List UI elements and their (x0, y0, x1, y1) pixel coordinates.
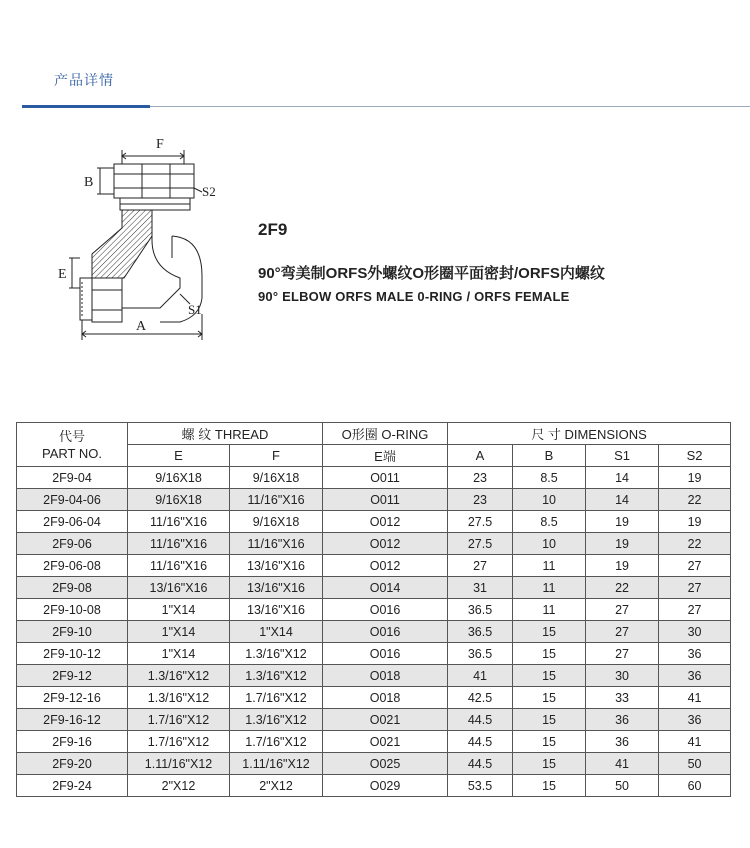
cell-s1: 41 (586, 753, 659, 775)
cell-thread-f: 11/16"X16 (230, 533, 323, 555)
cell-b: 11 (513, 555, 586, 577)
table-row (17, 467, 731, 489)
cell-s2: 19 (659, 511, 731, 533)
cell-oring: O016 (323, 643, 448, 665)
cell-part-no: 2F9-12-16 (17, 687, 128, 709)
header-oring: O形圈 O-RING (323, 423, 448, 445)
cell-thread-e: 1"X14 (128, 599, 230, 621)
cell-b: 15 (513, 643, 586, 665)
cell-thread-e: 1.3/16"X12 (128, 665, 230, 687)
dim-label-f: F (156, 137, 164, 152)
cell-s2: 22 (659, 489, 731, 511)
header-s2: S2 (659, 445, 731, 467)
cell-oring: O021 (323, 731, 448, 753)
table-row (17, 489, 731, 511)
cell-thread-e: 9/16X18 (128, 489, 230, 511)
cell-part-no: 2F9-04 (17, 467, 128, 489)
table-row (17, 775, 731, 797)
cell-s2: 60 (659, 775, 731, 797)
table-row (17, 555, 731, 577)
cell-s2: 27 (659, 555, 731, 577)
dim-label-a: A (136, 319, 147, 334)
cell-b: 11 (513, 599, 586, 621)
cell-s1: 19 (586, 511, 659, 533)
spec-table-body (17, 467, 731, 797)
table-row (17, 731, 731, 753)
cell-thread-f: 11/16"X16 (230, 489, 323, 511)
cell-s1: 14 (586, 489, 659, 511)
cell-part-no: 2F9-08 (17, 577, 128, 599)
cell-part-no: 2F9-06-08 (17, 555, 128, 577)
dim-label-s2: S2 (202, 184, 216, 199)
cell-part-no: 2F9-20 (17, 753, 128, 775)
header-dimensions: 尺 寸 DIMENSIONS (448, 423, 731, 445)
cell-oring: O012 (323, 555, 448, 577)
cell-s1: 19 (586, 555, 659, 577)
cell-s2: 19 (659, 467, 731, 489)
cell-part-no: 2F9-16 (17, 731, 128, 753)
cell-thread-e: 11/16"X16 (128, 511, 230, 533)
cell-a: 27 (448, 555, 513, 577)
cell-oring: O018 (323, 687, 448, 709)
table-row (17, 511, 731, 533)
cell-oring: O011 (323, 489, 448, 511)
header-a: A (448, 445, 513, 467)
header-part-en: PART NO. (42, 445, 102, 461)
cell-s2: 27 (659, 599, 731, 621)
cell-a: 31 (448, 577, 513, 599)
cell-a: 44.5 (448, 753, 513, 775)
table-row (17, 599, 731, 621)
cell-a: 23 (448, 489, 513, 511)
cell-thread-f: 1.3/16"X12 (230, 709, 323, 731)
cell-s2: 36 (659, 709, 731, 731)
cell-part-no: 2F9-10-08 (17, 599, 128, 621)
cell-b: 15 (513, 753, 586, 775)
product-name-en: 90° ELBOW ORFS MALE 0-RING / ORFS FEMALE (258, 289, 570, 304)
product-code: 2F9 (258, 220, 288, 239)
cell-thread-f: 1.3/16"X12 (230, 665, 323, 687)
cell-oring: O025 (323, 753, 448, 775)
cell-s2: 36 (659, 643, 731, 665)
cell-b: 8.5 (513, 511, 586, 533)
cell-part-no: 2F9-06-04 (17, 511, 128, 533)
cell-a: 41 (448, 665, 513, 687)
dim-label-s1: S1 (188, 302, 202, 317)
table-row (17, 577, 731, 599)
cell-b: 8.5 (513, 467, 586, 489)
cell-s1: 27 (586, 599, 659, 621)
cell-thread-f: 13/16"X16 (230, 577, 323, 599)
cell-thread-e: 1"X14 (128, 621, 230, 643)
table-row (17, 643, 731, 665)
cell-a: 36.5 (448, 621, 513, 643)
table-row (17, 753, 731, 775)
table-row (17, 687, 731, 709)
cell-thread-f: 13/16"X16 (230, 555, 323, 577)
cell-s1: 14 (586, 467, 659, 489)
cell-s2: 36 (659, 665, 731, 687)
cell-oring: O018 (323, 665, 448, 687)
cell-part-no: 2F9-10-12 (17, 643, 128, 665)
header-s1: S1 (586, 445, 659, 467)
cell-thread-e: 9/16X18 (128, 467, 230, 489)
table-row (17, 533, 731, 555)
cell-s1: 27 (586, 643, 659, 665)
cell-b: 10 (513, 533, 586, 555)
cell-b: 15 (513, 665, 586, 687)
cell-b: 15 (513, 687, 586, 709)
cell-thread-f: 2"X12 (230, 775, 323, 797)
cell-thread-e: 1"X14 (128, 643, 230, 665)
cell-thread-f: 1.7/16"X12 (230, 731, 323, 753)
cell-oring: O016 (323, 599, 448, 621)
cell-part-no: 2F9-12 (17, 665, 128, 687)
header-thread: 螺 纹 THREAD (128, 423, 323, 445)
cell-a: 53.5 (448, 775, 513, 797)
cell-thread-f: 9/16X18 (230, 467, 323, 489)
cell-thread-e: 1.11/16"X12 (128, 753, 230, 775)
tab-product-details[interactable]: 产品详情 (54, 72, 114, 88)
cell-a: 27.5 (448, 533, 513, 555)
cell-s2: 50 (659, 753, 731, 775)
table-row (17, 665, 731, 687)
cell-a: 27.5 (448, 511, 513, 533)
cell-s1: 30 (586, 665, 659, 687)
cell-s2: 22 (659, 533, 731, 555)
elbow-fitting-drawing (52, 128, 227, 343)
cell-s2: 27 (659, 577, 731, 599)
cell-a: 36.5 (448, 599, 513, 621)
product-name-cn: 90°弯美制ORFS外螺纹O形圈平面密封/ORFS内螺纹 (258, 265, 605, 282)
cell-b: 15 (513, 621, 586, 643)
cell-part-no: 2F9-16-12 (17, 709, 128, 731)
table-row (17, 709, 731, 731)
header-e-end: E端 (323, 445, 448, 467)
cell-b: 15 (513, 775, 586, 797)
cell-oring: O011 (323, 467, 448, 489)
product-details-tabbar (22, 58, 750, 108)
cell-thread-e: 11/16"X16 (128, 533, 230, 555)
cell-b: 15 (513, 709, 586, 731)
cell-thread-e: 11/16"X16 (128, 555, 230, 577)
cell-s1: 36 (586, 731, 659, 753)
cell-s1: 27 (586, 621, 659, 643)
cell-thread-f: 13/16"X16 (230, 599, 323, 621)
cell-thread-f: 1.7/16"X12 (230, 687, 323, 709)
spec-table (16, 422, 731, 797)
cell-a: 44.5 (448, 731, 513, 753)
dim-label-e: E (58, 267, 67, 282)
cell-oring: O012 (323, 533, 448, 555)
header-b: B (513, 445, 586, 467)
tab-active-indicator (22, 105, 150, 108)
cell-a: 42.5 (448, 687, 513, 709)
header-e: E (128, 445, 230, 467)
cell-a: 23 (448, 467, 513, 489)
cell-oring: O016 (323, 621, 448, 643)
cell-thread-f: 9/16X18 (230, 511, 323, 533)
cell-thread-e: 1.3/16"X12 (128, 687, 230, 709)
cell-oring: O021 (323, 709, 448, 731)
cell-s1: 22 (586, 577, 659, 599)
cell-b: 11 (513, 577, 586, 599)
dim-label-b: B (84, 175, 94, 190)
cell-b: 10 (513, 489, 586, 511)
cell-thread-e: 2"X12 (128, 775, 230, 797)
header-part-no (17, 423, 128, 467)
cell-part-no: 2F9-04-06 (17, 489, 128, 511)
header-f: F (230, 445, 323, 467)
cell-thread-e: 13/16"X16 (128, 577, 230, 599)
cell-part-no: 2F9-06 (17, 533, 128, 555)
cell-oring: O029 (323, 775, 448, 797)
cell-b: 15 (513, 731, 586, 753)
cell-thread-e: 1.7/16"X12 (128, 709, 230, 731)
cell-part-no: 2F9-10 (17, 621, 128, 643)
cell-s1: 33 (586, 687, 659, 709)
cell-a: 44.5 (448, 709, 513, 731)
cell-thread-f: 1.11/16"X12 (230, 753, 323, 775)
cell-s1: 50 (586, 775, 659, 797)
cell-s1: 36 (586, 709, 659, 731)
cell-thread-f: 1.3/16"X12 (230, 643, 323, 665)
cell-s2: 41 (659, 731, 731, 753)
cell-oring: O012 (323, 511, 448, 533)
cell-thread-e: 1.7/16"X12 (128, 731, 230, 753)
cell-s2: 30 (659, 621, 731, 643)
cell-s2: 41 (659, 687, 731, 709)
cell-a: 36.5 (448, 643, 513, 665)
cell-s1: 19 (586, 533, 659, 555)
cell-oring: O014 (323, 577, 448, 599)
cell-part-no: 2F9-24 (17, 775, 128, 797)
table-row (17, 621, 731, 643)
cell-thread-f: 1"X14 (230, 621, 323, 643)
product-info (258, 220, 605, 304)
header-part-cn: 代号 (58, 428, 85, 444)
